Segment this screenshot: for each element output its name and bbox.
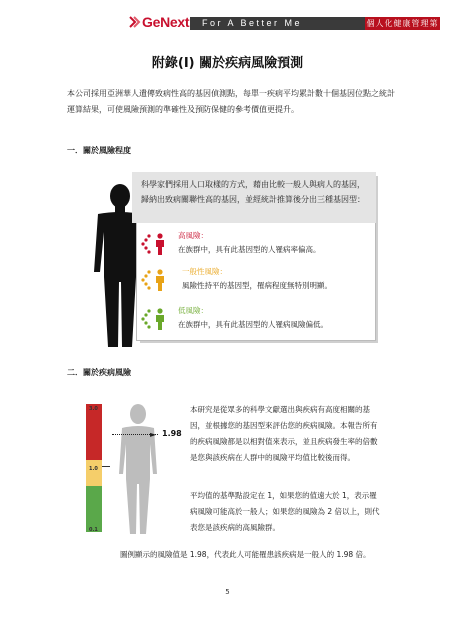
section2-heading: 二．關於疾病風險 (67, 368, 131, 377)
medium-risk-icon (140, 268, 168, 292)
low-risk-icon (140, 307, 168, 331)
risk-row-low (140, 305, 370, 335)
low-risk-label: 低風險： (178, 306, 208, 315)
high-risk-icon (140, 232, 168, 256)
risk-description: 科學家們採用人口取樣的方式，藉由比較一般人與病人的基因，歸納出致病關聯性高的基因，並經統計推算後分出三種基因型： (141, 180, 365, 204)
intro-paragraph: 本公司採用亞洲華人遺傳致病性高的基因偵測點，每單一疾病平均累計數十個基因位點之統計運算結果，可使風險預測的準確性及預防保健的參考價值更提升。 (67, 89, 395, 114)
medium-risk-desc: 風險性持平的基因型，罹病程度無特別明顯。 (182, 281, 332, 290)
scale-max-label: 3.0 (89, 406, 98, 412)
brand-slogan: 個人化健康管理第一品牌 (366, 19, 439, 41)
logo-text: GeNext (142, 14, 190, 30)
brand-logo (128, 13, 190, 31)
medium-risk-label: 一般性風險： (182, 267, 227, 276)
risk-row-high (140, 230, 370, 260)
risk-row-medium (140, 266, 370, 296)
risk-example-text: 圖例顯示的風險值是 1.98，代表此人可能罹患該疾病是一般人的 1.98 倍。 (120, 550, 371, 559)
risk-explanation-1: 本研究是從眾多的科學文獻選出與疾病有高度相關的基因，並根據您的基因型來評估您的疾病風險。本報告所有的疾病風險都是以相對值來表示，並且疾病發生率的倍數是您與該疾病在人群中的風險平均值比較後而得。 (190, 405, 378, 462)
high-risk-label: 高風險： (178, 231, 208, 240)
section1-heading: 一．關於風險程度 (67, 146, 131, 155)
scale-mid-label: 1.0 (89, 466, 98, 472)
scale-baseline (102, 466, 110, 467)
tagline-bar: For A Better Me (190, 17, 365, 30)
grey-body-icon (112, 404, 164, 536)
page-title: 附錄(I) 關於疾病風險預測 (151, 56, 304, 71)
high-risk-desc: 在族群中，具有此基因型的人罹病率偏高。 (178, 245, 321, 254)
risk-explanation-2: 平均值的基準點設定在 1，如果您的值遠大於 1，表示罹病風險可能高於一般人；如果您的風險為 2 倍以上，則代表您是該疾病的高風險群。 (190, 491, 380, 532)
page-number: 5 (225, 588, 230, 596)
value-marker-arrow-icon: ► (150, 430, 157, 439)
scale-min-label: 0.1 (89, 527, 98, 533)
risk-value-label: 1.98 (162, 429, 182, 438)
genext-logo-icon (128, 15, 142, 29)
low-risk-desc: 在族群中，具有此基因型的人罹病風險偏低。 (178, 320, 328, 329)
